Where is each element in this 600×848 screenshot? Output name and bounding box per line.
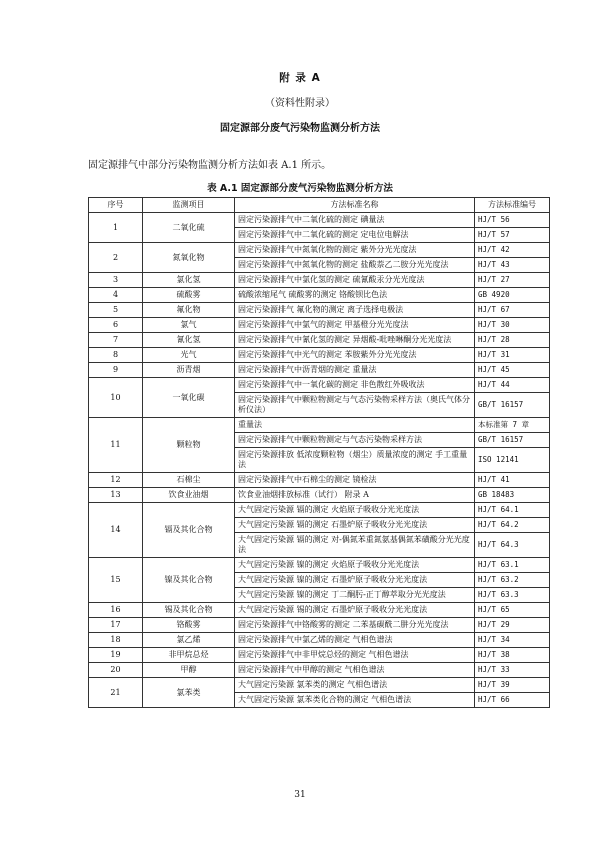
row-number: 14 xyxy=(89,503,143,558)
standard-number: HJ/T 34 xyxy=(475,633,550,648)
table-row xyxy=(89,363,550,378)
method-name: 大气固定污染源 锡的测定 石墨炉原子吸收分光光度法 xyxy=(235,603,475,618)
monitoring-item: 甲醇 xyxy=(143,663,235,678)
methods-table xyxy=(88,197,550,708)
method-name: 固定污染源排气中光气的测定 苯胺紫外分光光度法 xyxy=(235,348,475,363)
table-row xyxy=(89,663,550,678)
standard-number: HJ/T 65 xyxy=(475,603,550,618)
method-name: 固定污染源排气中二氧化硫的测定 定电位电解法 xyxy=(235,228,475,243)
method-name: 大气固定污染源 镍的测定 火焰原子吸收分光光度法 xyxy=(235,558,475,573)
row-number: 18 xyxy=(89,633,143,648)
method-name: 固定污染源排气中氮氧化物的测定 紫外分光光度法 xyxy=(235,243,475,258)
standard-number: HJ/T 56 xyxy=(475,213,550,228)
method-name: 固定污染源排气中氰化氢的测定 异烟酸-吡唑啉酮分光光度法 xyxy=(235,333,475,348)
standard-number: ISO 12141 xyxy=(475,448,550,473)
method-name: 固定污染源排气中二氧化硫的测定 碘量法 xyxy=(235,213,475,228)
monitoring-item: 氯化氢 xyxy=(143,273,235,288)
table-row xyxy=(89,473,550,488)
standard-number: HJ/T 29 xyxy=(475,618,550,633)
method-name: 固定污染源排气中石棉尘的测定 镜检法 xyxy=(235,473,475,488)
row-number: 1 xyxy=(89,213,143,243)
method-name: 固定污染源排气中沥青烟的测定 重量法 xyxy=(235,363,475,378)
table-row xyxy=(89,678,550,693)
monitoring-item: 饮食业油烟 xyxy=(143,488,235,503)
standard-number: HJ/T 45 xyxy=(475,363,550,378)
monitoring-item: 非甲烷总烃 xyxy=(143,648,235,663)
method-name: 大气固定污染源 镉的测定 对-偶氮苯重氮氨基偶氮苯磺酸分光光度法 xyxy=(235,533,475,558)
method-name: 重量法 xyxy=(235,418,475,433)
standard-number: HJ/T 38 xyxy=(475,648,550,663)
monitoring-item: 氮氧化物 xyxy=(143,243,235,273)
standard-number: GB/T 16157 xyxy=(475,433,550,448)
header-standard: 方法标准编号 xyxy=(475,198,550,213)
row-number: 12 xyxy=(89,473,143,488)
table-row xyxy=(89,243,550,258)
standard-number: HJ/T 30 xyxy=(475,318,550,333)
header-no: 序号 xyxy=(89,198,143,213)
method-name: 硫酸浓缩尾气 硫酸雾的测定 铬酸钡比色法 xyxy=(235,288,475,303)
standard-number: HJ/T 57 xyxy=(475,228,550,243)
method-name: 固定污染源排气中一氧化碳的测定 非色散红外吸收法 xyxy=(235,378,475,393)
row-number: 6 xyxy=(89,318,143,333)
row-number: 16 xyxy=(89,603,143,618)
standard-number: HJ/T 42 xyxy=(475,243,550,258)
monitoring-item: 光气 xyxy=(143,348,235,363)
table-row xyxy=(89,503,550,518)
method-name: 大气固定污染源 镉的测定 火焰原子吸收分光光度法 xyxy=(235,503,475,518)
monitoring-item: 氰化氢 xyxy=(143,333,235,348)
table-row xyxy=(89,273,550,288)
standard-number: GB 4920 xyxy=(475,288,550,303)
monitoring-item: 镉及其化合物 xyxy=(143,503,235,558)
row-number: 9 xyxy=(89,363,143,378)
row-number: 13 xyxy=(89,488,143,503)
monitoring-item: 石棉尘 xyxy=(143,473,235,488)
appendix-subtitle: （资料性附录） xyxy=(265,98,335,109)
monitoring-item: 氯乙烯 xyxy=(143,633,235,648)
monitoring-item: 沥青烟 xyxy=(143,363,235,378)
row-number: 15 xyxy=(89,558,143,603)
row-number: 11 xyxy=(89,418,143,473)
standard-number: HJ/T 66 xyxy=(475,693,550,708)
method-name: 饮食业油烟排放标准（试行） 附录 A xyxy=(235,488,475,503)
standard-number: 本标准第 7 章 xyxy=(475,418,550,433)
table-row xyxy=(89,418,550,433)
method-name: 固定污染源排气中氯化氢的测定 硫氰酸汞分光光度法 xyxy=(235,273,475,288)
table-row xyxy=(89,348,550,363)
method-name: 固定污染源排气中颗粒物测定与气态污染物采样方法（奥氏气体分析仪法） xyxy=(235,393,475,418)
row-number: 21 xyxy=(89,678,143,708)
header-method: 方法标准名称 xyxy=(235,198,475,213)
method-name: 固定污染源排气中甲醇的测定 气相色谱法 xyxy=(235,663,475,678)
page-number: 31 xyxy=(294,790,306,800)
table-row xyxy=(89,303,550,318)
monitoring-item: 颗粒物 xyxy=(143,418,235,473)
table-caption: 表 A.1 固定源部分废气污染物监测分析方法 xyxy=(207,183,393,194)
standard-number: HJ/T 28 xyxy=(475,333,550,348)
method-name: 固定污染源排气 氟化物的测定 离子选择电极法 xyxy=(235,303,475,318)
table-row xyxy=(89,213,550,228)
table-row xyxy=(89,603,550,618)
standard-number: HJ/T 31 xyxy=(475,348,550,363)
method-name: 固定污染源排气中颗粒物测定与气态污染物采样方法 xyxy=(235,433,475,448)
method-name: 固定污染源排放 低浓度颗粒物（烟尘）质量浓度的测定 手工重量法 xyxy=(235,448,475,473)
row-number: 20 xyxy=(89,663,143,678)
standard-number: HJ/T 67 xyxy=(475,303,550,318)
row-number: 19 xyxy=(89,648,143,663)
monitoring-item: 一氧化碳 xyxy=(143,378,235,418)
table-row xyxy=(89,333,550,348)
standard-number: HJ/T 64.2 xyxy=(475,518,550,533)
method-name: 大气固定污染源 氯苯类的测定 气相色谱法 xyxy=(235,678,475,693)
row-number: 17 xyxy=(89,618,143,633)
method-name: 大气固定污染源 氯苯类化合物的测定 气相色谱法 xyxy=(235,693,475,708)
row-number: 7 xyxy=(89,333,143,348)
table-row xyxy=(89,488,550,503)
method-name: 固定污染源排气中非甲烷总烃的测定 气相色谱法 xyxy=(235,648,475,663)
row-number: 3 xyxy=(89,273,143,288)
table-body xyxy=(89,213,550,708)
section-title: 固定源部分废气污染物监测分析方法 xyxy=(220,123,380,134)
table-row xyxy=(89,318,550,333)
intro-paragraph: 固定源排气中部分污染物监测分析方法如表 A.1 所示。 xyxy=(88,160,332,171)
table-row xyxy=(89,648,550,663)
table-row xyxy=(89,633,550,648)
method-name: 固定污染源排气中氯气的测定 甲基橙分光光度法 xyxy=(235,318,475,333)
standard-number: GB 18483 xyxy=(475,488,550,503)
standard-number: HJ/T 33 xyxy=(475,663,550,678)
method-name: 大气固定污染源 镉的测定 石墨炉原子吸收分光光度法 xyxy=(235,518,475,533)
standard-number: HJ/T 63.3 xyxy=(475,588,550,603)
standard-number: HJ/T 64.3 xyxy=(475,533,550,558)
appendix-title: 附 录 A xyxy=(279,72,321,84)
method-name: 固定污染源排气中氮氧化物的测定 盐酸萘乙二胺分光光度法 xyxy=(235,258,475,273)
monitoring-item: 镍及其化合物 xyxy=(143,558,235,603)
monitoring-item: 二氧化硫 xyxy=(143,213,235,243)
table-row xyxy=(89,558,550,573)
monitoring-item: 锡及其化合物 xyxy=(143,603,235,618)
table-header-row xyxy=(89,198,550,213)
standard-number: HJ/T 44 xyxy=(475,378,550,393)
monitoring-item: 硫酸雾 xyxy=(143,288,235,303)
method-name: 大气固定污染源 镍的测定 石墨炉原子吸收分光光度法 xyxy=(235,573,475,588)
standard-number: HJ/T 43 xyxy=(475,258,550,273)
table-row xyxy=(89,288,550,303)
method-name: 大气固定污染源 镍的测定 丁二酮肟-正丁醇萃取分光光度法 xyxy=(235,588,475,603)
standard-number: GB/T 16157 xyxy=(475,393,550,418)
standard-number: HJ/T 63.2 xyxy=(475,573,550,588)
row-number: 2 xyxy=(89,243,143,273)
monitoring-item: 铬酸雾 xyxy=(143,618,235,633)
standard-number: HJ/T 27 xyxy=(475,273,550,288)
standard-number: HJ/T 64.1 xyxy=(475,503,550,518)
standard-number: HJ/T 39 xyxy=(475,678,550,693)
monitoring-item: 氯苯类 xyxy=(143,678,235,708)
row-number: 5 xyxy=(89,303,143,318)
standard-number: HJ/T 41 xyxy=(475,473,550,488)
monitoring-item: 氟化物 xyxy=(143,303,235,318)
method-name: 固定污染源排气中氯乙烯的测定 气相色谱法 xyxy=(235,633,475,648)
header-item: 监测项目 xyxy=(143,198,235,213)
table-row xyxy=(89,618,550,633)
monitoring-item: 氯气 xyxy=(143,318,235,333)
row-number: 8 xyxy=(89,348,143,363)
row-number: 4 xyxy=(89,288,143,303)
standard-number: HJ/T 63.1 xyxy=(475,558,550,573)
row-number: 10 xyxy=(89,378,143,418)
method-name: 固定污染源排气中铬酸雾的测定 二苯基碳酰二肼分光光度法 xyxy=(235,618,475,633)
table-row xyxy=(89,378,550,393)
